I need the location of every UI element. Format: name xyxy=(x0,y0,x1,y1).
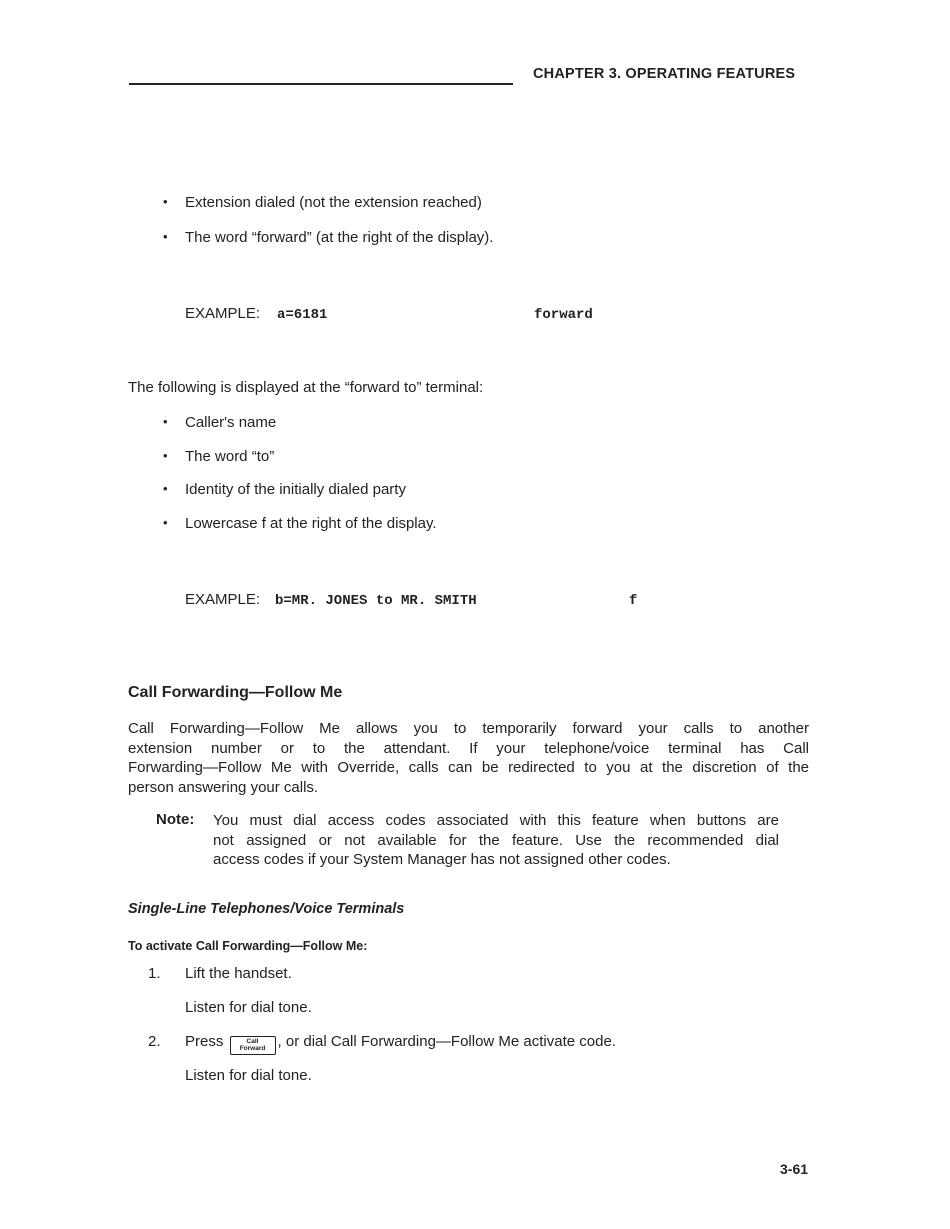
step-2-press-text: Press xyxy=(185,1033,224,1050)
list-item: • Identity of the initially dialed party xyxy=(163,481,406,498)
step-2-result: Listen for dial tone. xyxy=(185,1067,312,1084)
bullet-icon: • xyxy=(163,515,168,530)
step-2-action xyxy=(185,1033,616,1055)
step-1-action: Lift the handset. xyxy=(185,965,292,982)
list-item: • The word “forward” (at the right of the display). xyxy=(163,229,494,246)
key-label-line2: Forward xyxy=(239,1045,266,1052)
paragraph-line: extension number or to the attendant. If your telephone/voice terminal has Call xyxy=(128,739,809,757)
list-item: • Caller's name xyxy=(163,414,277,431)
example-2-display: b=MR. JONES to MR. SMITH xyxy=(275,593,477,609)
note-line: not assigned or not available for the feature. Use the recommended dial xyxy=(213,831,779,849)
paragraph-line: Call Forwarding—Follow Me allows you to temporarily forward your calls to another xyxy=(128,720,809,737)
procedure-title: To activate Call Forwarding—Follow Me: xyxy=(128,939,368,953)
page-number: 3-61 xyxy=(780,1161,809,1177)
forward-to-intro: The following is displayed at the “forward to” terminal: xyxy=(128,379,484,396)
call-forward-button-icon xyxy=(230,1036,276,1055)
paragraph-line: person answering your calls. xyxy=(128,778,319,796)
list-item: • The word “to” xyxy=(163,448,275,465)
example-2-label: EXAMPLE: xyxy=(185,591,261,608)
header-rule xyxy=(129,83,513,85)
example-1-display: a=6181 xyxy=(277,307,328,323)
note-body xyxy=(213,811,779,870)
subsection-heading: Single-Line Telephones/Voice Terminals xyxy=(128,901,405,917)
list-item: • Extension dialed (not the extension reached) xyxy=(163,194,482,211)
note-line: access codes if your System Manager has not assigned other codes. xyxy=(213,851,671,868)
key-label-line1: Call xyxy=(246,1038,259,1045)
step-1-number: 1. xyxy=(148,965,161,982)
list-item: • Lowercase f at the right of the display. xyxy=(163,515,437,532)
section-paragraph xyxy=(128,719,809,797)
chapter-title: CHAPTER 3. OPERATING FEATURES xyxy=(533,66,796,82)
step-1-result: Listen for dial tone. xyxy=(185,999,312,1016)
section-heading: Call Forwarding—Follow Me xyxy=(128,684,343,701)
note-label: Note: xyxy=(156,811,195,828)
note-line: You must dial access codes associated with this feature when buttons are xyxy=(213,812,779,829)
example-2-right-text: f xyxy=(629,593,638,609)
bullet-icon: • xyxy=(163,481,168,496)
bullet-icon: • xyxy=(163,448,168,463)
bullet-icon: • xyxy=(163,194,168,209)
bullet-icon: • xyxy=(163,229,168,244)
step-2-rest-text: , or dial Call Forwarding—Follow Me activate code. xyxy=(277,1033,616,1050)
example-1-right-text: forward xyxy=(534,307,593,323)
paragraph-line: Forwarding—Follow Me with Override, calls can be redirected to you at the discretion of the xyxy=(128,759,809,776)
step-2-number: 2. xyxy=(148,1033,161,1050)
example-1-label: EXAMPLE: xyxy=(185,305,261,322)
bullet-icon: • xyxy=(163,414,168,429)
